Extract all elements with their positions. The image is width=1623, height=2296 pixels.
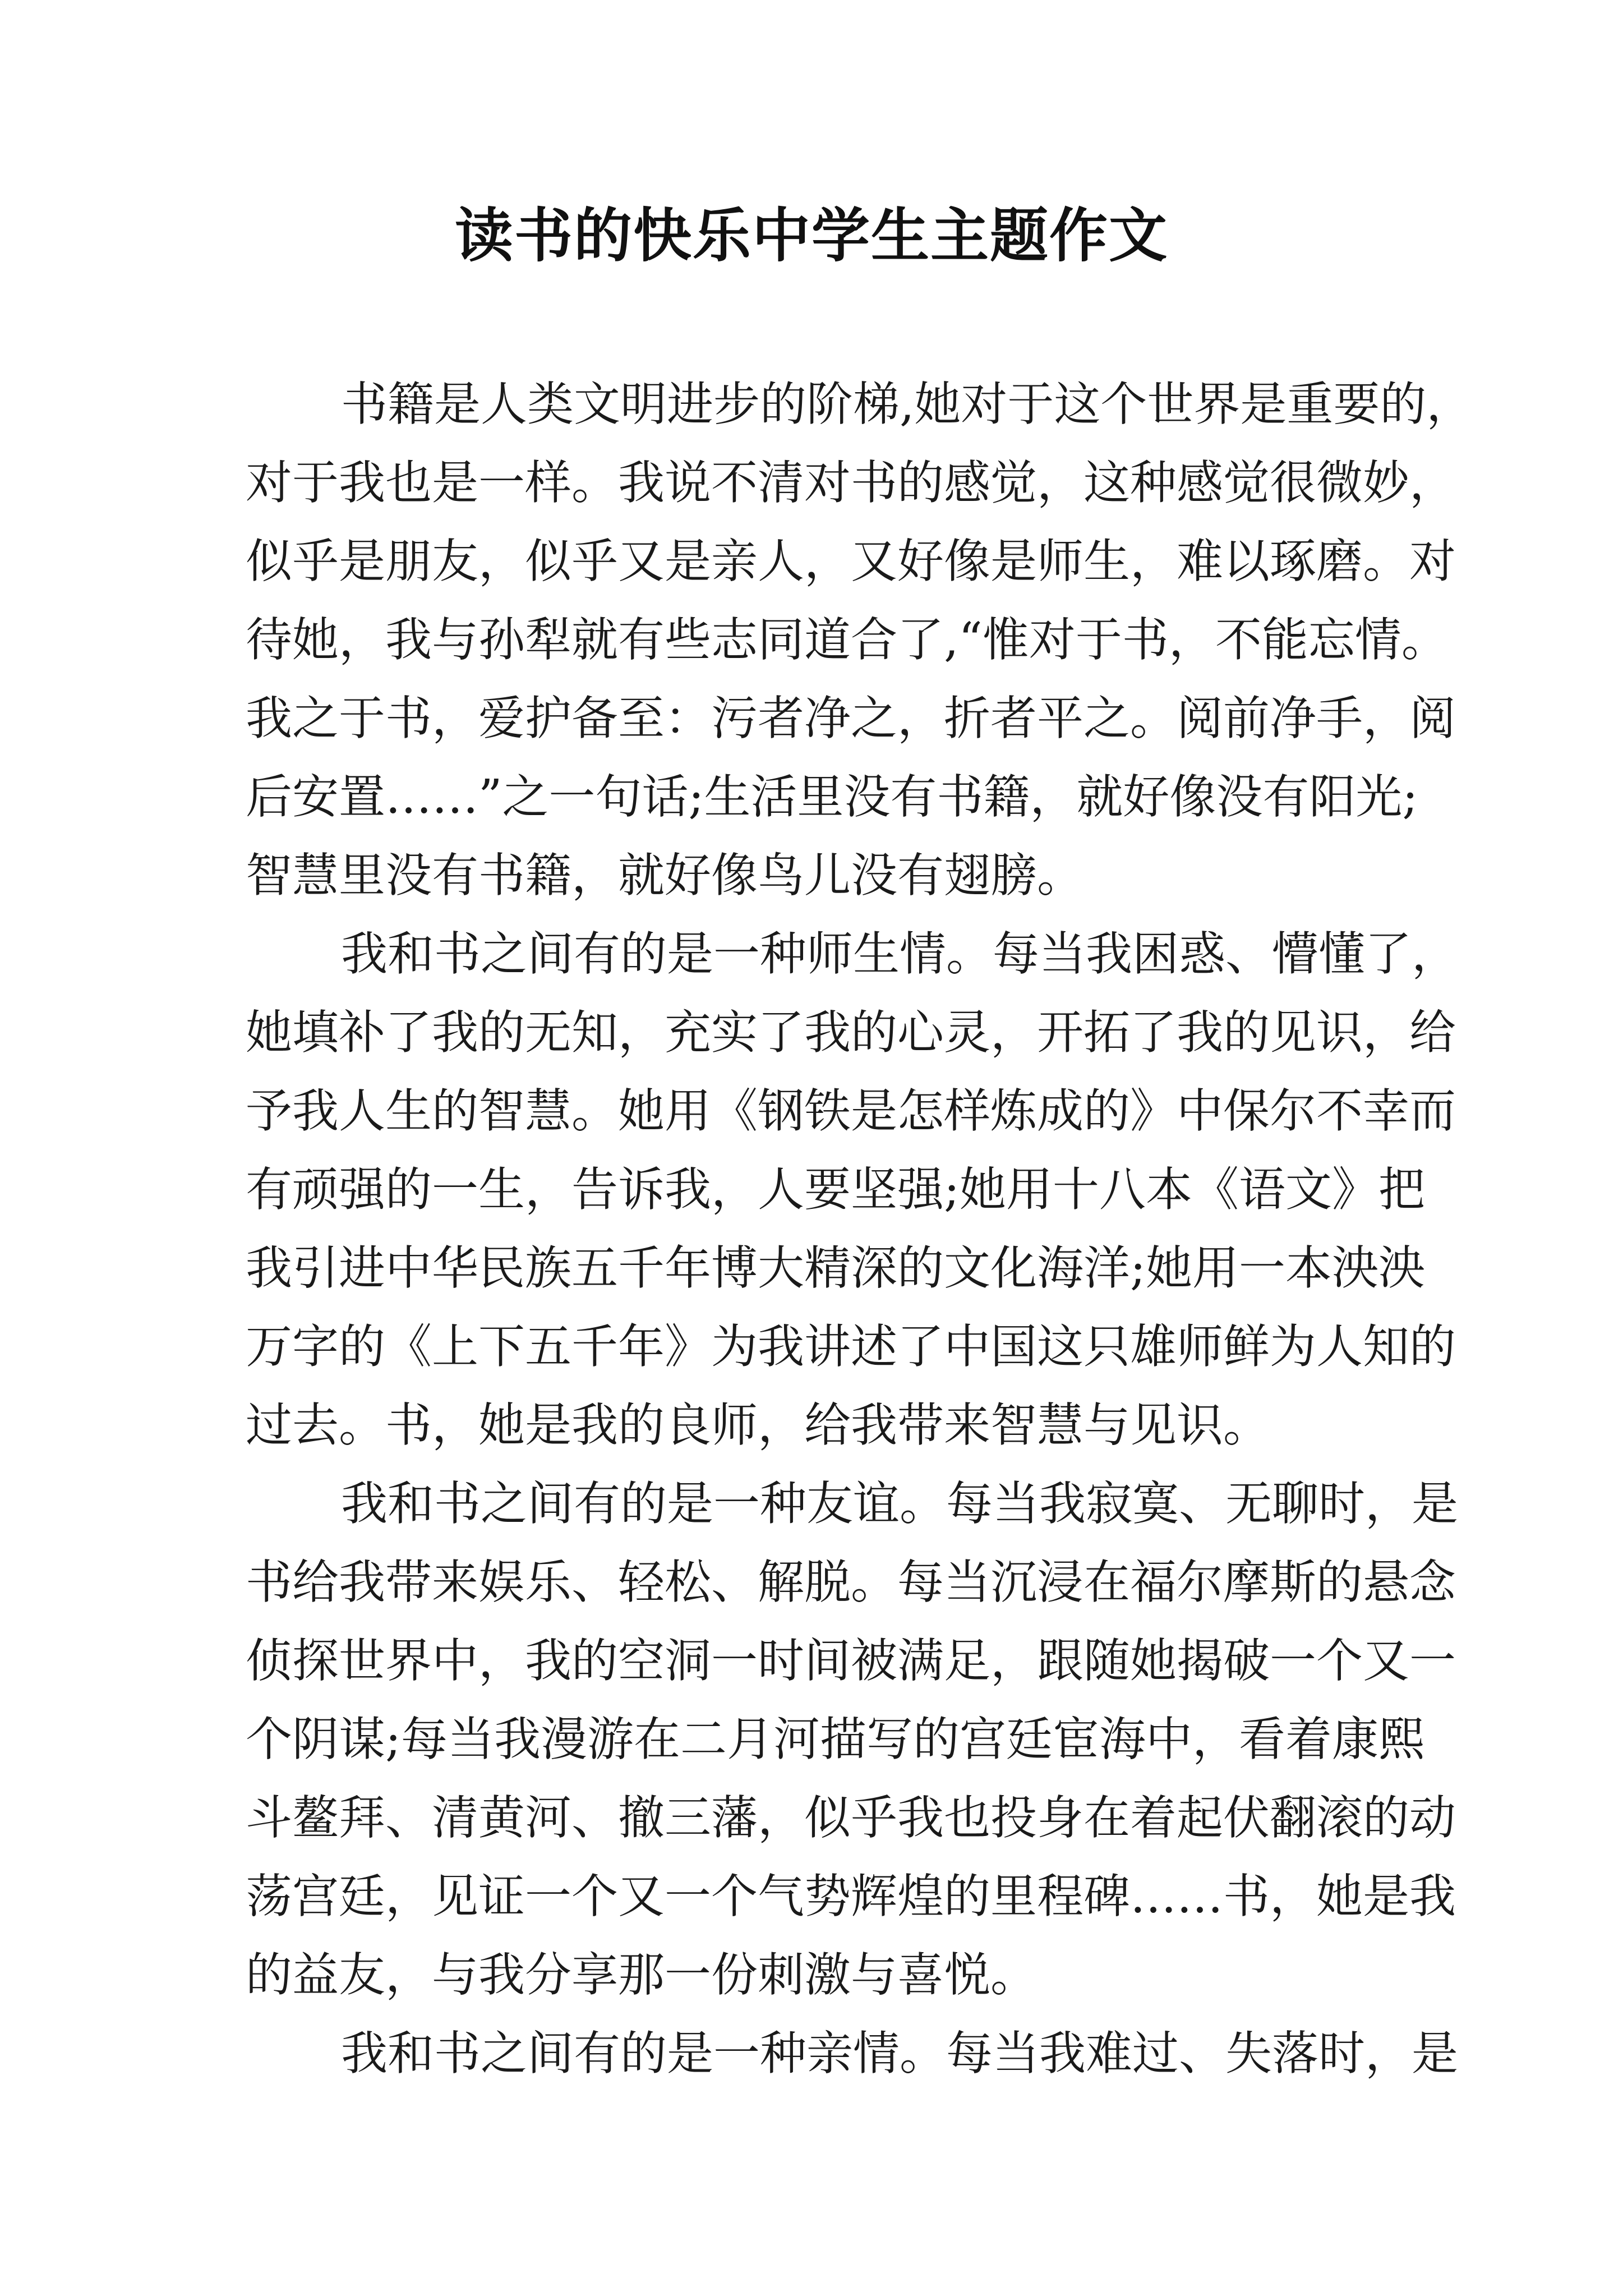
body-line: 的益友，与我分享那一份刺激与喜悦。 xyxy=(246,1948,1037,2002)
body-line: 待她，我与孙犁就有些志同道合了,“惟对于书，不能忘情。 xyxy=(246,613,1448,667)
body-line: 荡宫廷，见证一个又一个气势辉煌的里程碑……书，她是我 xyxy=(246,1869,1456,1924)
body-line: 她填补了我的无知，充实了我的心灵，开拓了我的见识，给 xyxy=(246,1005,1456,1060)
body-line: 智慧里没有书籍，就好像鸟儿没有翅膀。 xyxy=(246,848,1083,903)
body-line: 对于我也是一样。我说不清对书的感觉，这种感觉很微妙， xyxy=(246,455,1456,510)
body-line: 有顽强的一生，告诉我，人要坚强;她用十八本《语文》把 xyxy=(246,1162,1425,1217)
body-line: 我引进中华民族五千年博大精深的文化海洋;她用一本泱泱 xyxy=(246,1241,1425,1295)
body-line: 书给我带来娱乐、轻松、解脱。每当沉浸在福尔摩斯的悬念 xyxy=(246,1555,1456,1609)
body-line: 我和书之间有的是一种亲情。每当我难过、失落时，是 xyxy=(341,2026,1458,2081)
document-body xyxy=(246,365,1473,2093)
body-line: 我之于书，爱护备至：污者净之，折者平之。阅前净手，阅 xyxy=(246,691,1456,746)
body-line: 侦探世界中，我的空洞一时间被满足，跟随她揭破一个又一 xyxy=(246,1634,1456,1688)
body-line: 我和书之间有的是一种友谊。每当我寂寞、无聊时，是 xyxy=(341,1476,1458,1531)
body-line: 书籍是人类文明进步的阶梯,她对于这个世界是重要的， xyxy=(341,377,1473,431)
body-line: 后安置……”之一句话;生活里没有书籍，就好像没有阳光; xyxy=(246,770,1418,824)
body-line: 予我人生的智慧。她用《钢铁是怎样炼成的》中保尔不幸而 xyxy=(246,1084,1456,1138)
body-line: 万字的《上下五千年》为我讲述了中国这只雄师鲜为人知的 xyxy=(246,1319,1456,1374)
body-line: 个阴谋;每当我漫游在二月河描写的宫廷宦海中，看着康熙 xyxy=(246,1712,1425,1766)
body-line: 斗鳌拜、清黄河、撤三藩，似乎我也投身在着起伏翻滚的动 xyxy=(246,1791,1456,1845)
body-line: 似乎是朋友，似乎又是亲人，又好像是师生，难以琢磨。对 xyxy=(246,534,1456,588)
document-title: 读书的快乐中学生主题作文 xyxy=(454,201,1168,270)
body-line: 过去。书，她是我的良师，给我带来智慧与见识。 xyxy=(246,1398,1270,1452)
body-line: 我和书之间有的是一种师生情。每当我困惑、懵懂了， xyxy=(341,927,1458,981)
